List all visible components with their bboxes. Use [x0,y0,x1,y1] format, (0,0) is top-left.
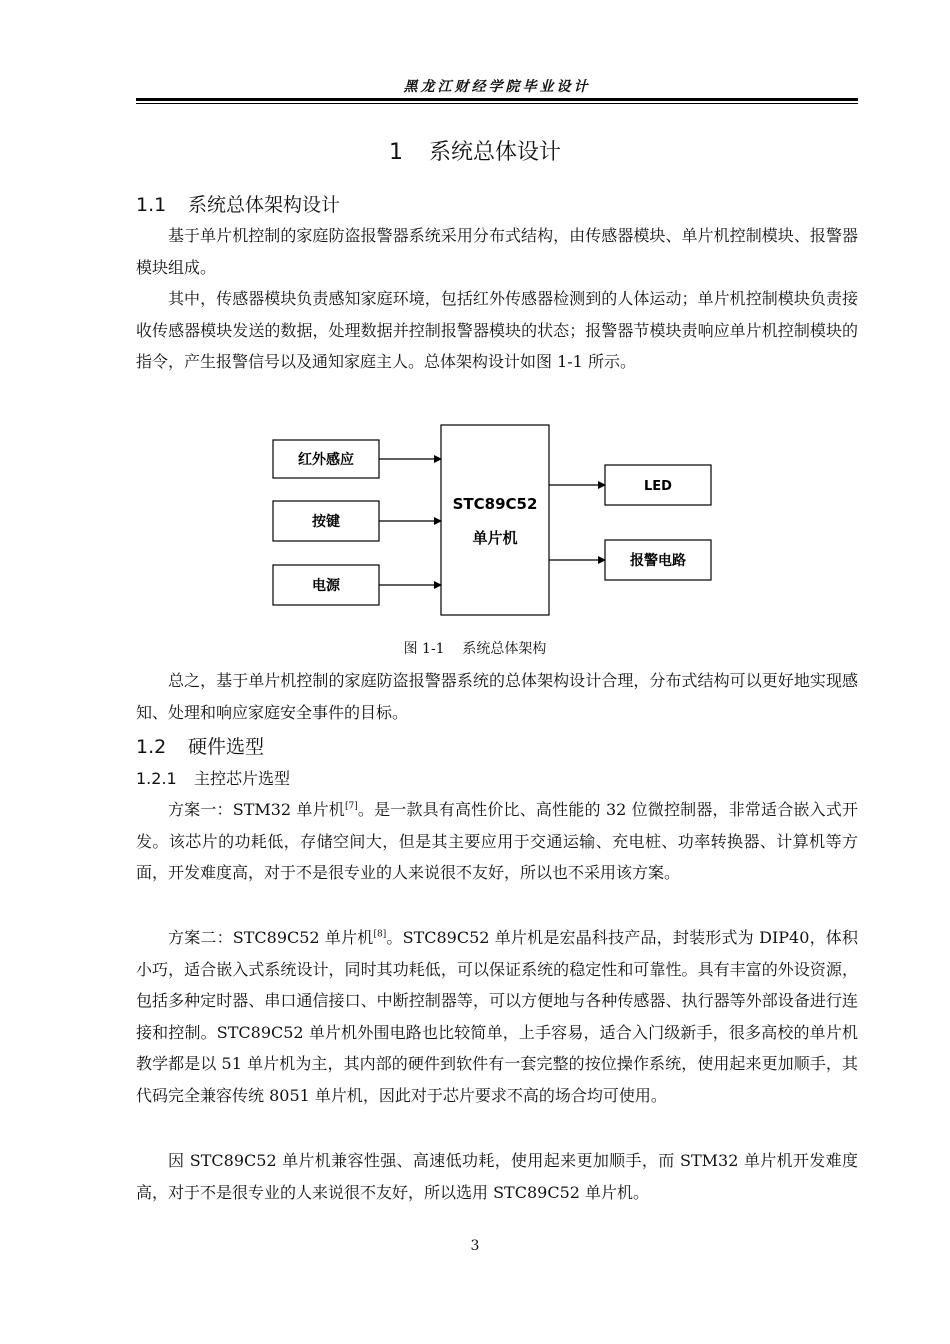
input-label: 按键 [312,514,340,530]
input-label: 电源 [312,578,340,594]
mcu-model: STC89C52 [452,495,538,513]
citation-ref: [8] [373,929,387,940]
figure-caption-text: 系统总体架构 [462,641,547,657]
input-label: 红外感应 [298,452,354,468]
section-heading-1-1 [136,190,340,217]
chapter-title [0,135,950,166]
option-one-text: 。是一款具有高性价比、高性能的 32 位微控制器，非常适合嵌入式开发。该芯片的功耗低，存储空间大，但是其主要应用于交通运输、充电桩、功率转换器、计算机等方面，开发难度高，对于不是很专业的人来说很不友好，所以也不采用该方案。 [136,800,858,882]
subsection-number: 1.2.1 [136,769,177,788]
page-number: 3 [470,1238,480,1254]
output-block-alarm [605,540,711,580]
paragraph [136,794,858,889]
input-block-power [273,565,379,605]
option-two-text: 。STC89C52 单片机是宏晶科技产品，封装形式为 DIP40，体积小巧，适合嵌入式系统设计，同时其功耗低，可以保证系统的稳定性和可靠性。具有丰富的外设资源，包括多种定时器、串口通信接口、中断控制器等，可以方便地与各种传感器、执行器等外部设备进行连接和控制。STC89C52 单片机外围电路也比较简单，上手容易，适合入门级新手，很多高校的单片机教学都是以 51 单片机为主，其内部的硬件到软件有一套完整的按位操作系统，使用起来更加顺手，其代码完全兼容传统 8051 单片机，因此对于芯片要求不高的场合均可使用。 [136,928,858,1105]
paragraph: 总之，基于单片机控制的家庭防盗报警器系统的总体架构设计合理，分布式结构可以更好地实现感知、处理和响应家庭安全事件的目标。 [136,671,858,722]
chapter-number: 1 [388,140,403,165]
mcu-label: 单片机 [472,529,518,547]
section-number: 1.2 [136,736,167,758]
input-block-key [273,501,379,541]
output-label: 报警电路 [630,553,686,569]
input-block-ir [273,440,379,478]
section-title: 系统总体架构设计 [188,194,341,216]
option-one-start: 方案一：STM32 单片机 [168,800,345,819]
subsection-heading-1-2-1 [136,766,290,789]
system-architecture-diagram [268,420,723,625]
paragraph: 因 STC89C52 单片机兼容性强、高速低功耗，使用起来更加顺手，而 STM32 单片机开发难度高，对于不是很专业的人来说很不友好，所以选用 STC89C52 单片机。 [136,1151,858,1202]
running-header: 黑龙江财经学院毕业设计 [403,79,591,95]
paragraph: 基于单片机控制的家庭防盗报警器系统采用分布式结构，由传感器模块、单片机控制模块、报警器模块组成。 [136,226,858,277]
subsection-title: 主控芯片选型 [194,769,291,788]
figure-caption [0,638,950,658]
mcu-block [441,425,549,615]
section-title: 硬件选型 [188,736,265,758]
output-label: LED [644,479,672,494]
output-block-led [605,465,711,505]
header-rule-thick [136,98,858,101]
header-rule-thin [136,103,858,104]
figure-number: 图 1-1 [403,641,445,657]
section-heading-1-2 [136,732,264,759]
section-number: 1.1 [136,194,167,216]
paragraph [136,922,858,1111]
option-two-start: 方案二：STC89C52 单片机 [168,928,374,947]
paragraph: 其中，传感器模块负责感知家庭环境，包括红外传感器检测到的人体运动；单片机控制模块负责接收传感器模块发送的数据，处理数据并控制报警器模块的状态；报警器节模块责响应单片机控制模块的指令，产生报警信号以及通知家庭主人。总体架构设计如图 1-1 所示。 [136,289,858,371]
citation-ref: [7] [344,801,358,812]
chapter-title-text: 系统总体设计 [428,140,561,165]
